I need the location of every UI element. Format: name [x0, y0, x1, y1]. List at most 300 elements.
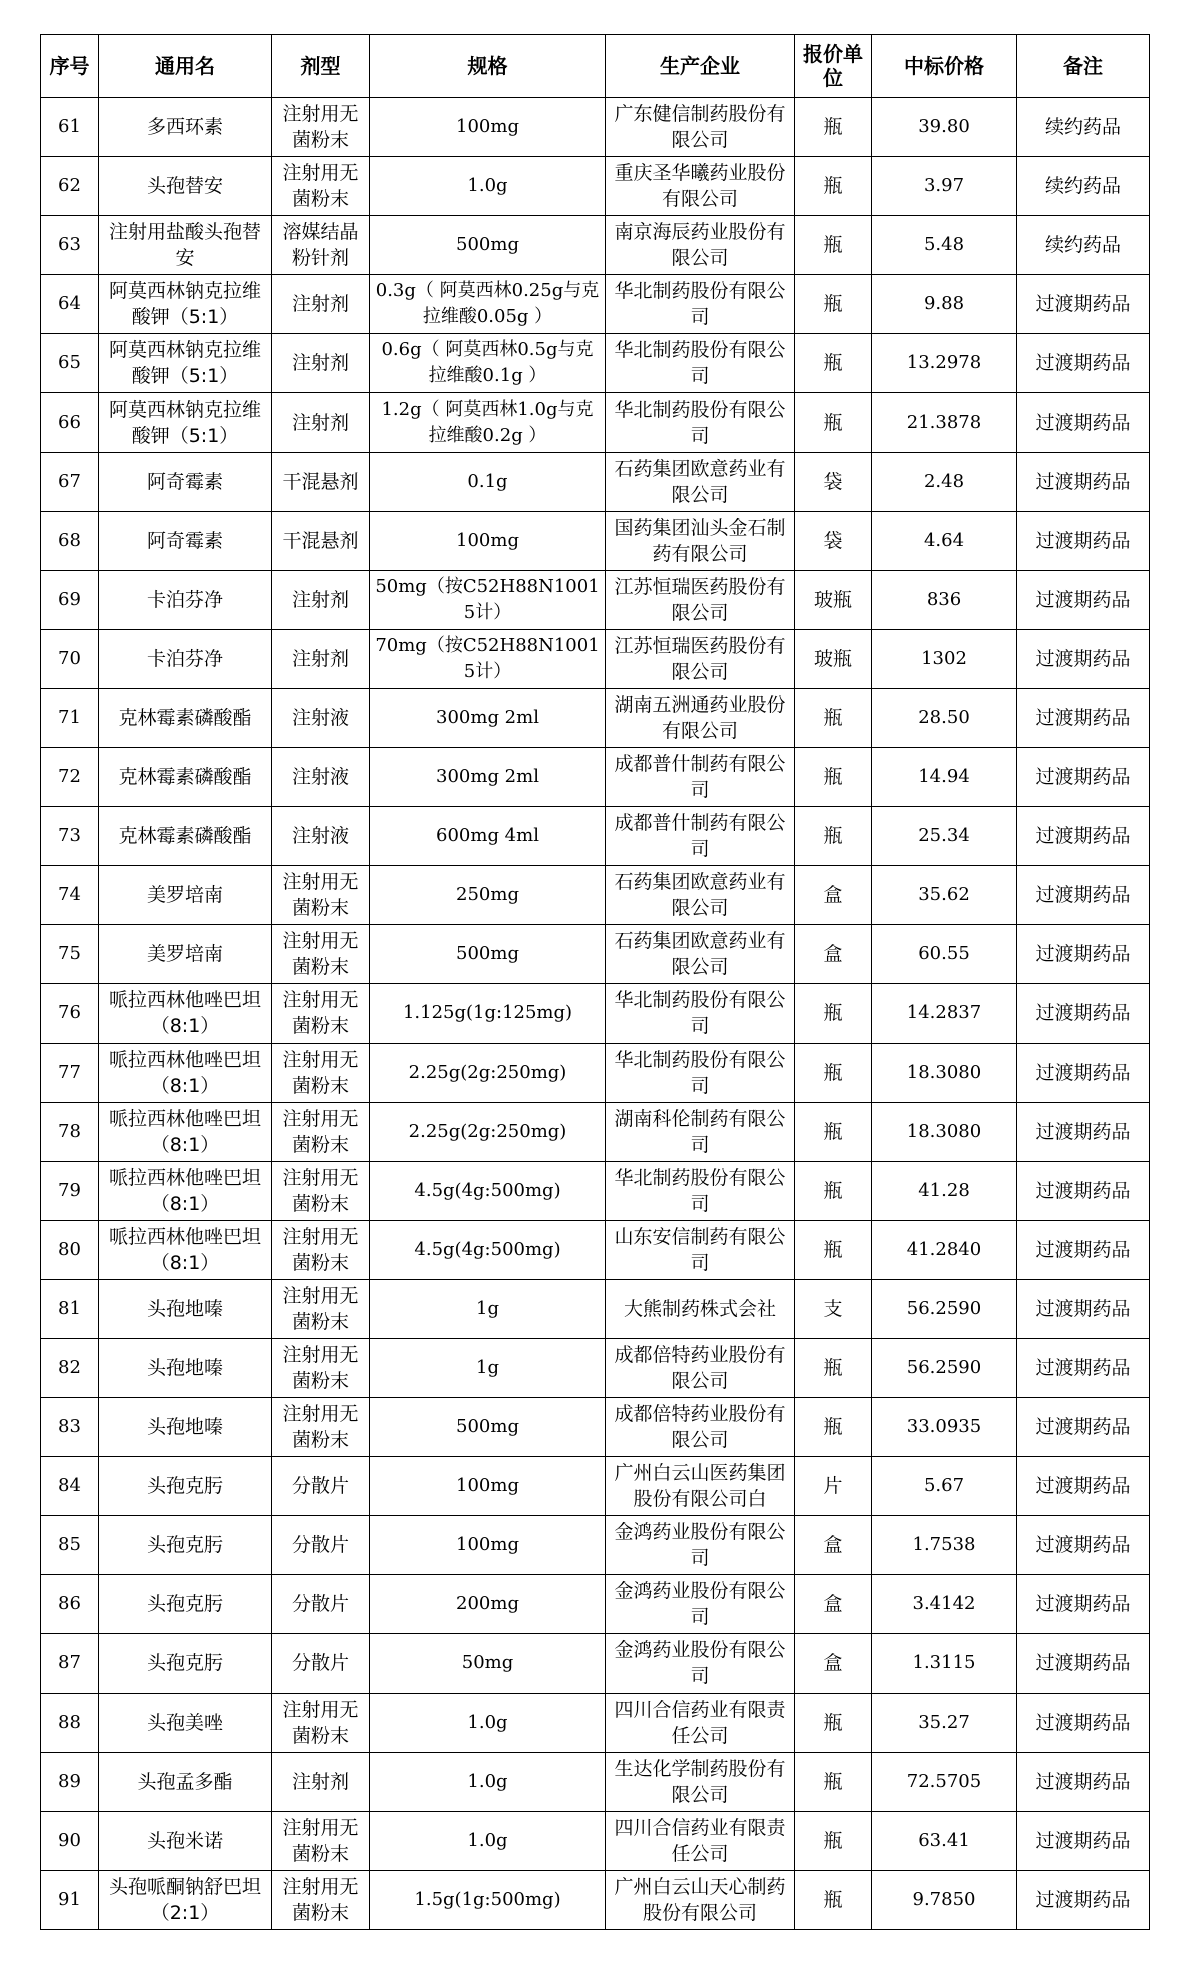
cell-generic-name-text: 哌拉西林他唑巴坦（8:1）: [108, 1107, 261, 1156]
cell-dosage-form: [272, 1752, 370, 1811]
cell-unit: [795, 748, 872, 807]
cell-dosage-form-text: 注射剂: [291, 411, 349, 434]
cell-remark-text: 过渡期药品: [1035, 1179, 1131, 1202]
cell-unit-text: 袋: [823, 470, 843, 493]
cell-generic-name-text: 头孢地嗪: [146, 1416, 223, 1439]
cell-generic-name: [99, 807, 272, 866]
cell-manufacturer: [606, 1161, 795, 1220]
cell-remark: [1017, 1752, 1150, 1811]
cell-price-text: 41.28: [918, 1179, 970, 1201]
cell-manufacturer-text: 华北制药股份有限公司: [614, 280, 786, 329]
cell-index: [41, 1220, 99, 1279]
cell-index: [41, 807, 99, 866]
cell-index-text: 82: [58, 1357, 81, 1379]
cell-remark: [1017, 157, 1150, 216]
cell-unit-text: 盒: [823, 884, 843, 907]
table-row: [41, 1811, 1150, 1870]
cell-index: [41, 1102, 99, 1161]
cell-unit-text: 瓶: [823, 1357, 843, 1380]
cell-manufacturer-text: 成都倍特药业股份有限公司: [614, 1344, 786, 1393]
cell-price: [872, 216, 1017, 275]
cell-price-text: 1.3115: [912, 1652, 976, 1674]
cell-dosage-form: [272, 925, 370, 984]
cell-remark-text: 过渡期药品: [1035, 1888, 1131, 1911]
table-row: [41, 1752, 1150, 1811]
cell-manufacturer-text: 金鸿药业股份有限公司: [614, 1521, 786, 1570]
cell-specification-text: 4.5g(4g:500mg): [414, 1238, 561, 1260]
cell-manufacturer-text: 华北制药股份有限公司: [614, 339, 786, 388]
cell-remark: [1017, 98, 1150, 157]
cell-remark-text: 过渡期药品: [1035, 825, 1131, 848]
cell-remark: [1017, 1811, 1150, 1870]
cell-unit-text: 瓶: [823, 1416, 843, 1439]
cell-manufacturer: [606, 1398, 795, 1457]
header-remark: 备注: [1017, 35, 1150, 98]
cell-specification: [370, 275, 606, 334]
cell-price-text: 18.3080: [906, 1061, 982, 1083]
cell-unit-text: 瓶: [823, 352, 843, 375]
cell-index-text: 73: [58, 825, 81, 847]
cell-generic-name: [99, 452, 272, 511]
cell-specification-text: 1g: [476, 1297, 499, 1319]
cell-unit-text: 片: [823, 1475, 843, 1498]
cell-price: [872, 748, 1017, 807]
cell-unit-text: 盒: [823, 943, 843, 966]
cell-unit-text: 瓶: [823, 175, 843, 198]
cell-dosage-form-text: 注射剂: [291, 293, 349, 316]
cell-generic-name: [99, 1693, 272, 1752]
cell-generic-name-text: 哌拉西林他唑巴坦（8:1）: [108, 989, 261, 1038]
cell-index-text: 75: [58, 943, 81, 965]
cell-specification: [370, 1161, 606, 1220]
cell-unit-text: 瓶: [823, 1238, 843, 1261]
cell-specification: [370, 1870, 606, 1929]
table-row: [41, 393, 1150, 452]
cell-dosage-form-text: 注射用无菌粉末: [282, 930, 359, 979]
cell-generic-name: [99, 275, 272, 334]
table-row: [41, 1575, 1150, 1634]
cell-generic-name-text: 阿莫西林钠克拉维酸钾（5:1）: [108, 280, 261, 329]
cell-specification: [370, 1575, 606, 1634]
cell-remark-text: 过渡期药品: [1035, 1534, 1131, 1557]
cell-index: [41, 393, 99, 452]
cell-unit: [795, 216, 872, 275]
cell-index: [41, 1279, 99, 1338]
table-row: [41, 807, 1150, 866]
cell-price: [872, 1398, 1017, 1457]
cell-price: [872, 1457, 1017, 1516]
cell-price: [872, 452, 1017, 511]
cell-generic-name-text: 阿奇霉素: [146, 470, 223, 493]
cell-dosage-form: [272, 1398, 370, 1457]
cell-index: [41, 1811, 99, 1870]
cell-price-text: 13.2978: [906, 352, 982, 374]
table-row: [41, 1693, 1150, 1752]
table-row: [41, 98, 1150, 157]
cell-price: [872, 1102, 1017, 1161]
cell-index: [41, 1338, 99, 1397]
cell-manufacturer: [606, 216, 795, 275]
cell-unit: [795, 1102, 872, 1161]
cell-generic-name-text: 克林霉素磷酸酯: [118, 825, 252, 848]
cell-remark: [1017, 688, 1150, 747]
cell-dosage-form: [272, 1811, 370, 1870]
table-row: [41, 275, 1150, 334]
cell-index-text: 71: [58, 706, 81, 728]
cell-remark-text: 过渡期药品: [1035, 1238, 1131, 1261]
cell-remark: [1017, 629, 1150, 688]
table-row: [41, 1102, 1150, 1161]
cell-manufacturer: [606, 807, 795, 866]
cell-manufacturer-text: 成都倍特药业股份有限公司: [614, 1403, 786, 1452]
cell-dosage-form: [272, 1161, 370, 1220]
cell-generic-name-text: 卡泊芬净: [146, 647, 223, 670]
cell-remark: [1017, 1693, 1150, 1752]
cell-unit: [795, 1338, 872, 1397]
cell-index: [41, 157, 99, 216]
cell-price-text: 25.34: [918, 825, 970, 847]
cell-price: [872, 570, 1017, 629]
cell-generic-name-text: 克林霉素磷酸酯: [118, 766, 252, 789]
cell-remark: [1017, 511, 1150, 570]
cell-remark: [1017, 748, 1150, 807]
cell-dosage-form-text: 注射用无菌粉末: [282, 1816, 359, 1865]
table-row: [41, 1043, 1150, 1102]
cell-price-text: 836: [926, 588, 962, 610]
cell-generic-name: [99, 1870, 272, 1929]
cell-generic-name: [99, 157, 272, 216]
cell-remark-text: 过渡期药品: [1035, 884, 1131, 907]
cell-generic-name: [99, 1338, 272, 1397]
cell-specification-text: 100mg: [456, 529, 519, 551]
cell-unit: [795, 452, 872, 511]
table-row: [41, 1279, 1150, 1338]
table-row: [41, 1457, 1150, 1516]
cell-specification: [370, 1338, 606, 1397]
document-page: [40, 34, 1149, 1930]
cell-remark: [1017, 1102, 1150, 1161]
cell-price: [872, 925, 1017, 984]
cell-remark: [1017, 925, 1150, 984]
header-dosage-form: 剂型: [272, 35, 370, 98]
cell-specification-text: 0.6g（ 阿莫西林0.5g与克拉维酸0.1g ）: [381, 339, 594, 387]
cell-price: [872, 1043, 1017, 1102]
cell-price-text: 1.7538: [912, 1534, 976, 1556]
cell-manufacturer-text: 石药集团欧意药业有限公司: [614, 871, 786, 920]
cell-price: [872, 1516, 1017, 1575]
cell-dosage-form-text: 注射用无菌粉末: [282, 1344, 359, 1393]
cell-manufacturer: [606, 1870, 795, 1929]
cell-unit: [795, 1161, 872, 1220]
cell-generic-name-text: 头孢克肟: [146, 1534, 223, 1557]
cell-manufacturer: [606, 748, 795, 807]
cell-index: [41, 511, 99, 570]
cell-price-text: 9.7850: [912, 1888, 976, 1910]
cell-unit: [795, 1575, 872, 1634]
cell-dosage-form: [272, 452, 370, 511]
cell-dosage-form: [272, 1516, 370, 1575]
cell-manufacturer-text: 四川合信药业有限责任公司: [614, 1698, 786, 1747]
cell-price-text: 9.88: [923, 293, 965, 315]
cell-specification-text: 4.5g(4g:500mg): [414, 1179, 561, 1201]
cell-generic-name: [99, 511, 272, 570]
cell-generic-name: [99, 98, 272, 157]
cell-generic-name: [99, 866, 272, 925]
cell-generic-name: [99, 1811, 272, 1870]
cell-dosage-form-text: 注射用无菌粉末: [282, 1107, 359, 1156]
cell-index-text: 85: [58, 1534, 81, 1556]
cell-price-text: 1302: [921, 647, 967, 669]
cell-dosage-form: [272, 570, 370, 629]
cell-manufacturer: [606, 511, 795, 570]
cell-remark: [1017, 570, 1150, 629]
cell-manufacturer-text: 广州白云山天心制药股份有限公司: [614, 1875, 786, 1924]
cell-generic-name-text: 头孢克肟: [146, 1475, 223, 1498]
cell-price-text: 41.2840: [906, 1238, 982, 1260]
cell-price: [872, 275, 1017, 334]
cell-dosage-form: [272, 1457, 370, 1516]
cell-price: [872, 629, 1017, 688]
cell-manufacturer: [606, 984, 795, 1043]
cell-specification: [370, 688, 606, 747]
cell-index: [41, 98, 99, 157]
cell-unit-text: 瓶: [823, 293, 843, 316]
cell-index: [41, 1161, 99, 1220]
cell-specification: [370, 1516, 606, 1575]
cell-specification-text: 2.25g(2g:250mg): [408, 1061, 567, 1083]
cell-remark-text: 过渡期药品: [1035, 1652, 1131, 1675]
cell-remark: [1017, 1870, 1150, 1929]
cell-generic-name: [99, 1102, 272, 1161]
cell-index-text: 64: [58, 293, 81, 315]
cell-unit: [795, 866, 872, 925]
cell-unit: [795, 925, 872, 984]
cell-index: [41, 452, 99, 511]
cell-dosage-form: [272, 393, 370, 452]
cell-index: [41, 1398, 99, 1457]
cell-price-text: 39.80: [918, 116, 970, 138]
cell-manufacturer-text: 华北制药股份有限公司: [614, 989, 786, 1038]
cell-unit: [795, 1870, 872, 1929]
cell-unit: [795, 98, 872, 157]
cell-index-text: 61: [58, 116, 81, 138]
cell-specification-text: 600mg 4ml: [436, 825, 539, 847]
cell-price: [872, 1870, 1017, 1929]
cell-specification: [370, 1279, 606, 1338]
cell-manufacturer-text: 重庆圣华曦药业股份有限公司: [614, 162, 786, 211]
cell-dosage-form-text: 溶媒结晶粉针剂: [282, 221, 359, 270]
cell-remark: [1017, 275, 1150, 334]
cell-generic-name: [99, 334, 272, 393]
cell-price-text: 33.0935: [906, 1416, 982, 1438]
cell-index-text: 62: [58, 175, 81, 197]
cell-remark-text: 过渡期药品: [1035, 293, 1131, 316]
cell-unit: [795, 570, 872, 629]
cell-manufacturer: [606, 1752, 795, 1811]
cell-specification: [370, 157, 606, 216]
cell-remark: [1017, 1043, 1150, 1102]
cell-manufacturer: [606, 925, 795, 984]
table-row: [41, 1516, 1150, 1575]
cell-dosage-form: [272, 334, 370, 393]
cell-specification: [370, 570, 606, 629]
cell-price: [872, 393, 1017, 452]
cell-manufacturer: [606, 452, 795, 511]
cell-price: [872, 1634, 1017, 1693]
cell-remark-text: 续约药品: [1044, 234, 1121, 257]
cell-price: [872, 688, 1017, 747]
cell-unit: [795, 1752, 872, 1811]
cell-unit-text: 支: [823, 1297, 843, 1320]
cell-unit-text: 瓶: [823, 706, 843, 729]
cell-dosage-form-text: 注射用无菌粉末: [282, 162, 359, 211]
cell-index: [41, 334, 99, 393]
cell-specification-text: 1g: [476, 1357, 499, 1379]
cell-specification-text: 200mg: [456, 1593, 519, 1615]
cell-generic-name: [99, 393, 272, 452]
cell-index: [41, 688, 99, 747]
cell-remark-text: 过渡期药品: [1035, 1829, 1131, 1852]
cell-remark-text: 过渡期药品: [1035, 766, 1131, 789]
cell-specification-text: 100mg: [456, 1534, 519, 1556]
cell-generic-name-text: 头孢哌酮钠舒巴坦（2:1）: [108, 1875, 261, 1924]
cell-generic-name-text: 头孢克肟: [146, 1652, 223, 1675]
cell-manufacturer-text: 华北制药股份有限公司: [614, 1166, 786, 1215]
cell-index-text: 65: [58, 352, 81, 374]
cell-manufacturer-text: 石药集团欧意药业有限公司: [614, 930, 786, 979]
cell-specification: [370, 334, 606, 393]
cell-unit-text: 盒: [823, 1593, 843, 1616]
cell-manufacturer: [606, 1279, 795, 1338]
cell-unit: [795, 157, 872, 216]
cell-price-text: 56.2590: [906, 1357, 982, 1379]
cell-dosage-form-text: 注射用无菌粉末: [282, 1875, 359, 1924]
cell-remark: [1017, 1516, 1150, 1575]
cell-generic-name-text: 克林霉素磷酸酯: [118, 706, 252, 729]
cell-specification: [370, 1634, 606, 1693]
cell-dosage-form: [272, 1338, 370, 1397]
table-row: [41, 1398, 1150, 1457]
cell-unit-text: 瓶: [823, 1829, 843, 1852]
cell-specification-text: 500mg: [456, 943, 519, 965]
cell-remark: [1017, 1161, 1150, 1220]
cell-manufacturer-text: 大熊制药株式会社: [623, 1297, 776, 1320]
cell-index: [41, 748, 99, 807]
cell-index: [41, 1516, 99, 1575]
cell-specification: [370, 1398, 606, 1457]
cell-generic-name: [99, 1575, 272, 1634]
cell-generic-name-text: 头孢克肟: [146, 1593, 223, 1616]
cell-manufacturer: [606, 688, 795, 747]
cell-dosage-form-text: 注射用无菌粉末: [282, 1284, 359, 1333]
cell-dosage-form: [272, 688, 370, 747]
cell-unit-text: 瓶: [823, 234, 843, 257]
cell-dosage-form: [272, 216, 370, 275]
cell-manufacturer-text: 华北制药股份有限公司: [614, 398, 786, 447]
cell-index: [41, 925, 99, 984]
cell-generic-name: [99, 925, 272, 984]
cell-remark-text: 过渡期药品: [1035, 1416, 1131, 1439]
cell-price: [872, 1279, 1017, 1338]
cell-remark-text: 过渡期药品: [1035, 1061, 1131, 1084]
cell-unit: [795, 1811, 872, 1870]
cell-specification: [370, 629, 606, 688]
cell-generic-name-text: 注射用盐酸头孢替安: [108, 221, 261, 270]
cell-manufacturer: [606, 98, 795, 157]
cell-price-text: 35.27: [918, 1711, 970, 1733]
cell-dosage-form: [272, 275, 370, 334]
cell-manufacturer: [606, 570, 795, 629]
cell-dosage-form-text: 注射用无菌粉末: [282, 989, 359, 1038]
cell-index: [41, 866, 99, 925]
cell-manufacturer: [606, 1811, 795, 1870]
cell-dosage-form-text: 注射剂: [291, 1770, 349, 1793]
cell-dosage-form: [272, 807, 370, 866]
table-row: [41, 984, 1150, 1043]
cell-dosage-form-text: 注射用无菌粉末: [282, 1403, 359, 1452]
cell-specification-text: 250mg: [456, 884, 519, 906]
table-row: [41, 334, 1150, 393]
cell-index: [41, 629, 99, 688]
table-row: [41, 1338, 1150, 1397]
cell-generic-name-text: 哌拉西林他唑巴坦（8:1）: [108, 1166, 261, 1215]
cell-index: [41, 1693, 99, 1752]
cell-unit-text: 袋: [823, 529, 843, 552]
cell-price-text: 14.94: [918, 766, 970, 788]
cell-remark-text: 过渡期药品: [1035, 1475, 1131, 1498]
cell-remark-text: 过渡期药品: [1035, 588, 1131, 611]
cell-dosage-form: [272, 1634, 370, 1693]
cell-specification: [370, 1811, 606, 1870]
cell-index-text: 87: [58, 1652, 81, 1674]
cell-index-text: 79: [58, 1179, 81, 1201]
cell-manufacturer-text: 湖南科伦制药有限公司: [614, 1107, 786, 1156]
cell-manufacturer: [606, 393, 795, 452]
header-index: 序号: [41, 35, 99, 98]
cell-index-text: 91: [58, 1888, 81, 1910]
cell-index: [41, 570, 99, 629]
header-unit: 报价单位: [795, 35, 872, 98]
cell-generic-name-text: 美罗培南: [146, 943, 223, 966]
cell-price-text: 63.41: [918, 1829, 970, 1851]
cell-generic-name: [99, 1634, 272, 1693]
cell-index-text: 90: [58, 1829, 81, 1851]
cell-generic-name: [99, 748, 272, 807]
cell-remark-text: 过渡期药品: [1035, 1297, 1131, 1320]
cell-generic-name-text: 美罗培南: [146, 884, 223, 907]
cell-specification: [370, 98, 606, 157]
cell-remark-text: 过渡期药品: [1035, 1357, 1131, 1380]
cell-specification-text: 300mg 2ml: [436, 706, 539, 728]
table-row: [41, 748, 1150, 807]
cell-price: [872, 1338, 1017, 1397]
cell-dosage-form-text: 注射液: [291, 706, 349, 729]
cell-manufacturer-text: 广州白云山医药集团股份有限公司白: [614, 1462, 786, 1511]
cell-manufacturer-text: 国药集团汕头金石制药有限公司: [614, 516, 786, 565]
cell-price-text: 18.3080: [906, 1120, 982, 1142]
cell-unit: [795, 807, 872, 866]
cell-dosage-form: [272, 984, 370, 1043]
cell-manufacturer: [606, 1338, 795, 1397]
bid-price-table: [40, 34, 1150, 1930]
table-row: [41, 570, 1150, 629]
cell-price-text: 56.2590: [906, 1297, 982, 1319]
cell-specification: [370, 748, 606, 807]
cell-manufacturer: [606, 629, 795, 688]
cell-index-text: 72: [58, 766, 81, 788]
cell-unit-text: 玻瓶: [813, 588, 852, 611]
cell-generic-name: [99, 1220, 272, 1279]
